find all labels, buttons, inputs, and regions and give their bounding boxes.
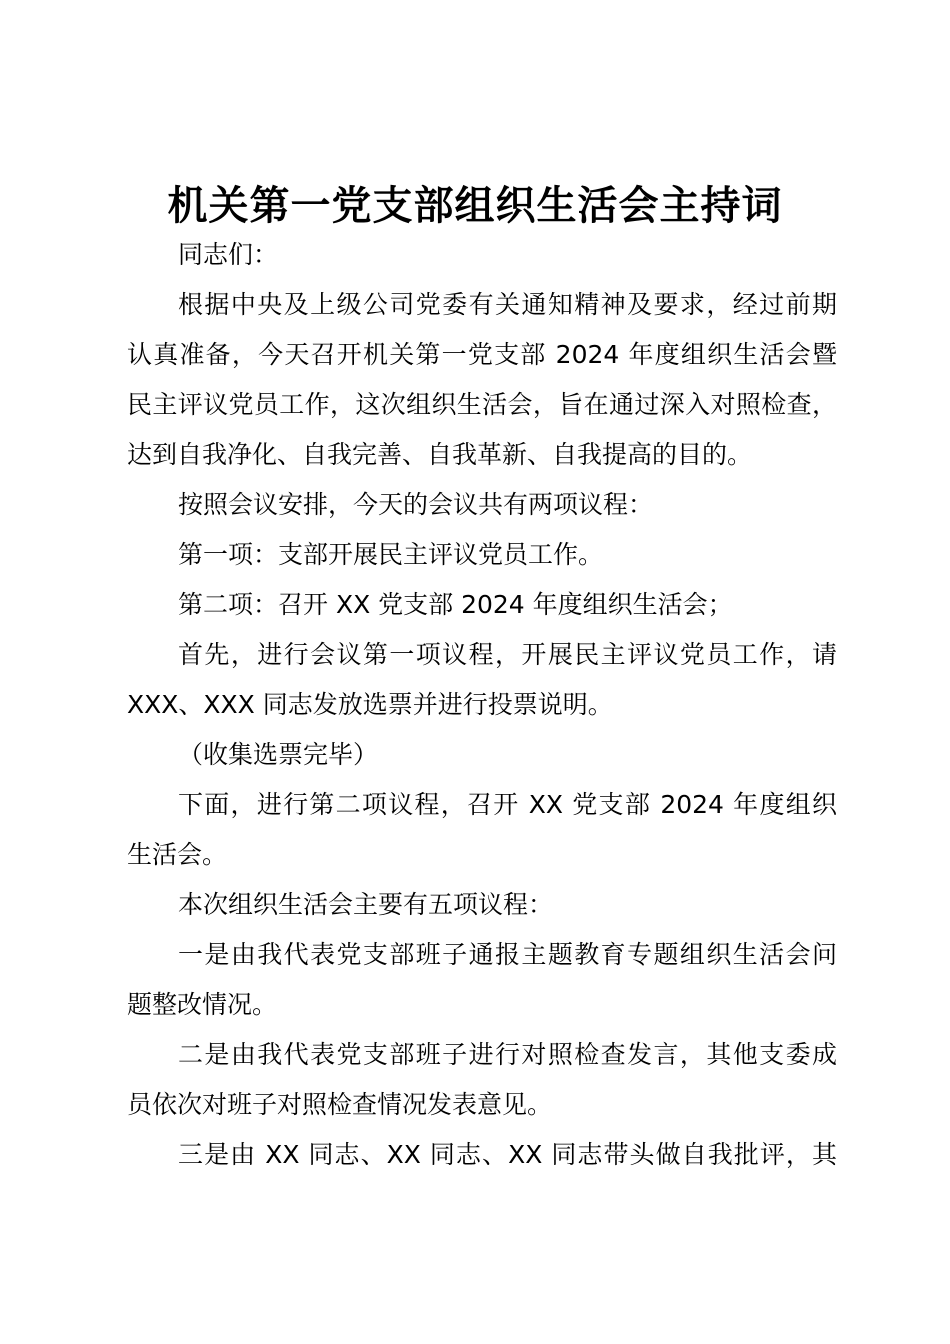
text-line: 员依次对班子对照检查情况发表意见。 [127,1090,553,1119]
text-line: 三是由 XX 同志、XX 同志、XX 同志带头做自我批评，其 [178,1140,837,1169]
text-line: 按照会议安排，今天的会议共有两项议程： [178,490,654,519]
text-line: 认真准备，今天召开机关第一党支部 2024 年度组织生活会暨 [127,340,837,369]
text-line: 本次组织生活会主要有五项议程： [178,890,554,919]
text-line: 生活会。 [127,840,228,869]
text-line: 民主评议党员工作，这次组织生活会，旨在通过深入对照检查， [127,390,837,419]
text-line: 达到自我净化、自我完善、自我革新、自我提高的目的。 [127,440,753,469]
text-line: （收集选票完毕） [178,740,379,769]
text-line: XXX、XXX 同志发放选票并进行投票说明。 [127,690,613,719]
text-line: 第一项：支部开展民主评议党员工作。 [178,540,604,569]
text-line: 首先，进行会议第一项议程，开展民主评议党员工作，请 [178,640,837,669]
text-line: 一是由我代表党支部班子通报主题教育专题组织生活会问 [178,940,837,969]
text-line: 第二项：召开 XX 党支部 2024 年度组织生活会； [178,590,733,619]
text-line: 下面，进行第二项议程，召开 XX 党支部 2024 年度组织 [178,790,837,819]
text-line: 同志们： [178,240,279,269]
document-title: 机关第一党支部组织生活会主持词 [167,182,783,229]
text-line: 二是由我代表党支部班子进行对照检查发言，其他支委成 [178,1040,837,1069]
text-line: 题整改情况。 [127,990,278,1019]
document-body [127,230,837,1180]
text-line: 根据中央及上级公司党委有关通知精神及要求，经过前期 [178,290,837,319]
